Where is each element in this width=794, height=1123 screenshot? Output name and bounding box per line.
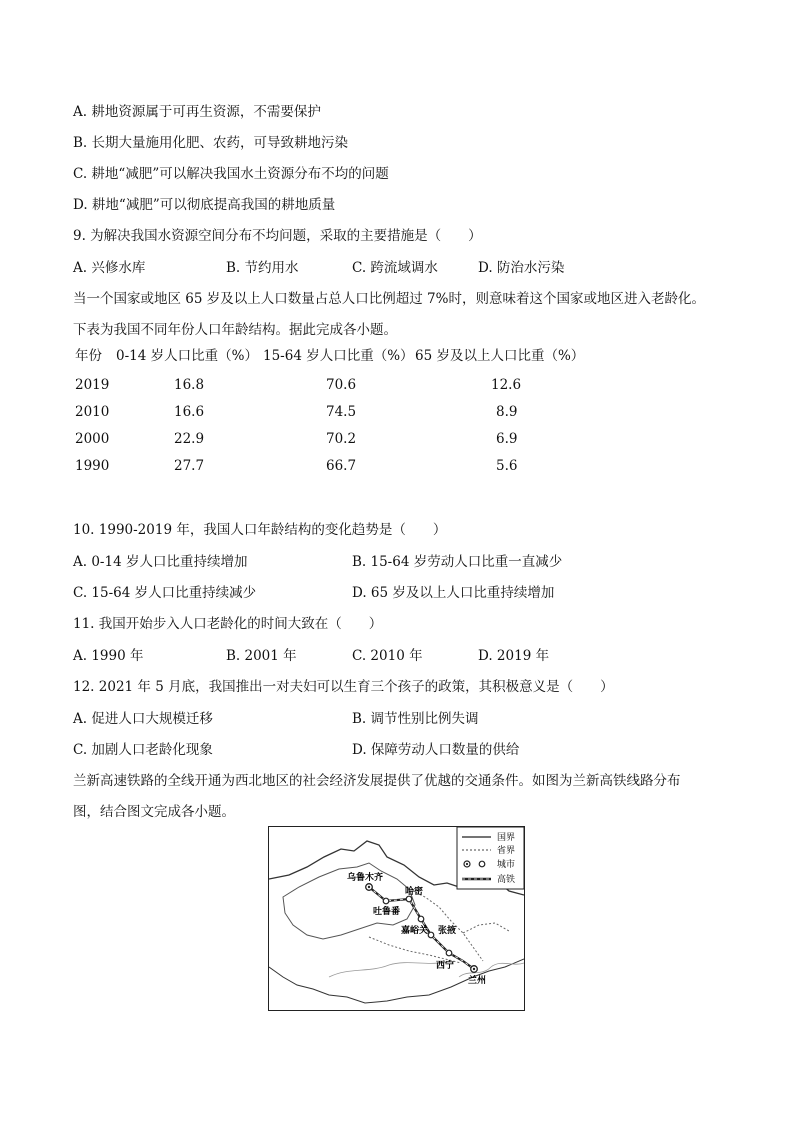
table-cell: 70.6 bbox=[326, 377, 357, 393]
table-cell: 2000 bbox=[75, 431, 110, 447]
q12-option-b: B. 调节性别比例失调 bbox=[352, 711, 479, 727]
city-marker-turpan bbox=[383, 898, 389, 904]
table-cell: 2010 bbox=[75, 404, 110, 420]
table-cell: 16.8 bbox=[174, 377, 205, 393]
q10-option-d: D. 65 岁及以上人口比重持续增加 bbox=[352, 585, 555, 601]
q8-option-b: B. 长期大量施用化肥、农药，可导致耕地污染 bbox=[73, 135, 349, 151]
province-border bbox=[463, 923, 509, 933]
table-cell: 2019 bbox=[75, 377, 110, 393]
q10-option-c: C. 15-64 岁人口比重持续减少 bbox=[73, 585, 257, 601]
q11-option-c: C. 2010 年 bbox=[352, 648, 423, 664]
city-marker-jiayuguan bbox=[418, 916, 424, 922]
legend-label: 高铁 bbox=[497, 875, 516, 885]
q11-stem: 11. 我国开始步入人口老龄化的时间大致在（ ） bbox=[73, 616, 383, 632]
table-cell: 22.9 bbox=[174, 431, 205, 447]
table-cell: 27.7 bbox=[174, 458, 205, 474]
q10-option-b: B. 15-64 岁劳动人口比重一直减少 bbox=[352, 554, 563, 570]
population-intro-line1: 当一个国家或地区 65 岁及以上人口数量占总人口比例超过 7%时，则意味着这个国家或地区进入老龄化。 bbox=[73, 291, 705, 307]
q12-stem: 12. 2021 年 5 月底，我国推出一对夫妇可以生育三个孩子的政策，其积极意义是（ ） bbox=[73, 679, 614, 695]
q8-option-a: A. 耕地资源属于可再生资源，不需要保护 bbox=[73, 104, 321, 120]
railway-intro-line1: 兰新高速铁路的全线开通为西北地区的社会经济发展提供了优越的交通条件。如图为兰新高铁线路分布 bbox=[73, 773, 681, 789]
table-cell: 6.9 bbox=[496, 431, 518, 447]
table-header-year: 年份 bbox=[75, 348, 102, 364]
q10-option-a: A. 0-14 岁人口比重持续增加 bbox=[73, 554, 248, 570]
table-header-65plus: 65 岁及以上人口比重（%） bbox=[415, 348, 585, 364]
q12-option-a: A. 促进人口大规模迁移 bbox=[73, 711, 213, 727]
population-intro-line2: 下表为我国不同年份人口年龄结构。据此完成各小题。 bbox=[73, 322, 397, 338]
q11-option-b: B. 2001 年 bbox=[226, 648, 297, 664]
q9-stem: 9. 为解决我国水资源空间分布不均问题，采取的主要措施是（ ） bbox=[73, 228, 482, 244]
legend-label: 省界 bbox=[497, 846, 516, 856]
city-label: 哈密 bbox=[405, 887, 424, 897]
railway-intro-line2: 图，结合图文完成各小题。 bbox=[73, 804, 235, 820]
city-label: 西宁 bbox=[436, 961, 455, 971]
city-marker-zhangye bbox=[428, 932, 434, 938]
table-header-0-14: 0-14 岁人口比重（%） bbox=[116, 348, 258, 364]
legend-label: 国界 bbox=[497, 833, 516, 843]
q8-option-d: D. 耕地“减肥”可以彻底提高我国的耕地质量 bbox=[73, 197, 336, 213]
city-label: 兰州 bbox=[468, 976, 487, 986]
table-cell: 5.6 bbox=[496, 458, 518, 474]
city-label: 张掖 bbox=[438, 926, 457, 936]
q9-option-a: A. 兴修水库 bbox=[73, 260, 146, 276]
table-header-15-64: 15-64 岁人口比重（%） bbox=[263, 348, 414, 364]
q9-option-d: D. 防治水污染 bbox=[478, 260, 565, 276]
q10-stem: 10. 1990-2019 年，我国人口年龄结构的变化趋势是（ ） bbox=[73, 522, 447, 538]
table-cell: 70.2 bbox=[326, 431, 357, 447]
railway-map bbox=[268, 826, 525, 1011]
table-cell: 1990 bbox=[75, 458, 110, 474]
q9-option-c: C. 跨流域调水 bbox=[352, 260, 438, 276]
q11-option-d: D. 2019 年 bbox=[478, 648, 550, 664]
table-cell: 74.5 bbox=[326, 404, 357, 420]
table-cell: 8.9 bbox=[496, 404, 518, 420]
q9-option-b: B. 节约用水 bbox=[226, 260, 299, 276]
q11-option-a: A. 1990 年 bbox=[73, 648, 144, 664]
map-legend bbox=[457, 827, 524, 889]
legend-label: 城市 bbox=[497, 860, 516, 870]
river bbox=[329, 961, 449, 977]
map-drawing bbox=[269, 827, 524, 1010]
q8-option-c: C. 耕地“减肥”可以解决我国水土资源分布不均的问题 bbox=[73, 166, 389, 182]
table-cell: 16.6 bbox=[174, 404, 205, 420]
city-marker-hami bbox=[406, 896, 412, 902]
city-label: 吐鲁番 bbox=[373, 907, 401, 917]
city-label: 嘉峪关 bbox=[401, 926, 429, 936]
legend-city-symbol bbox=[479, 861, 485, 867]
q12-option-d: D. 保障劳动人口数量的供给 bbox=[352, 742, 520, 758]
table-cell: 66.7 bbox=[326, 458, 357, 474]
city-marker-xining bbox=[446, 950, 452, 956]
table-cell: 12.6 bbox=[491, 377, 522, 393]
city-label: 乌鲁木齐 bbox=[347, 873, 384, 883]
q12-option-c: C. 加剧人口老龄化现象 bbox=[73, 742, 213, 758]
